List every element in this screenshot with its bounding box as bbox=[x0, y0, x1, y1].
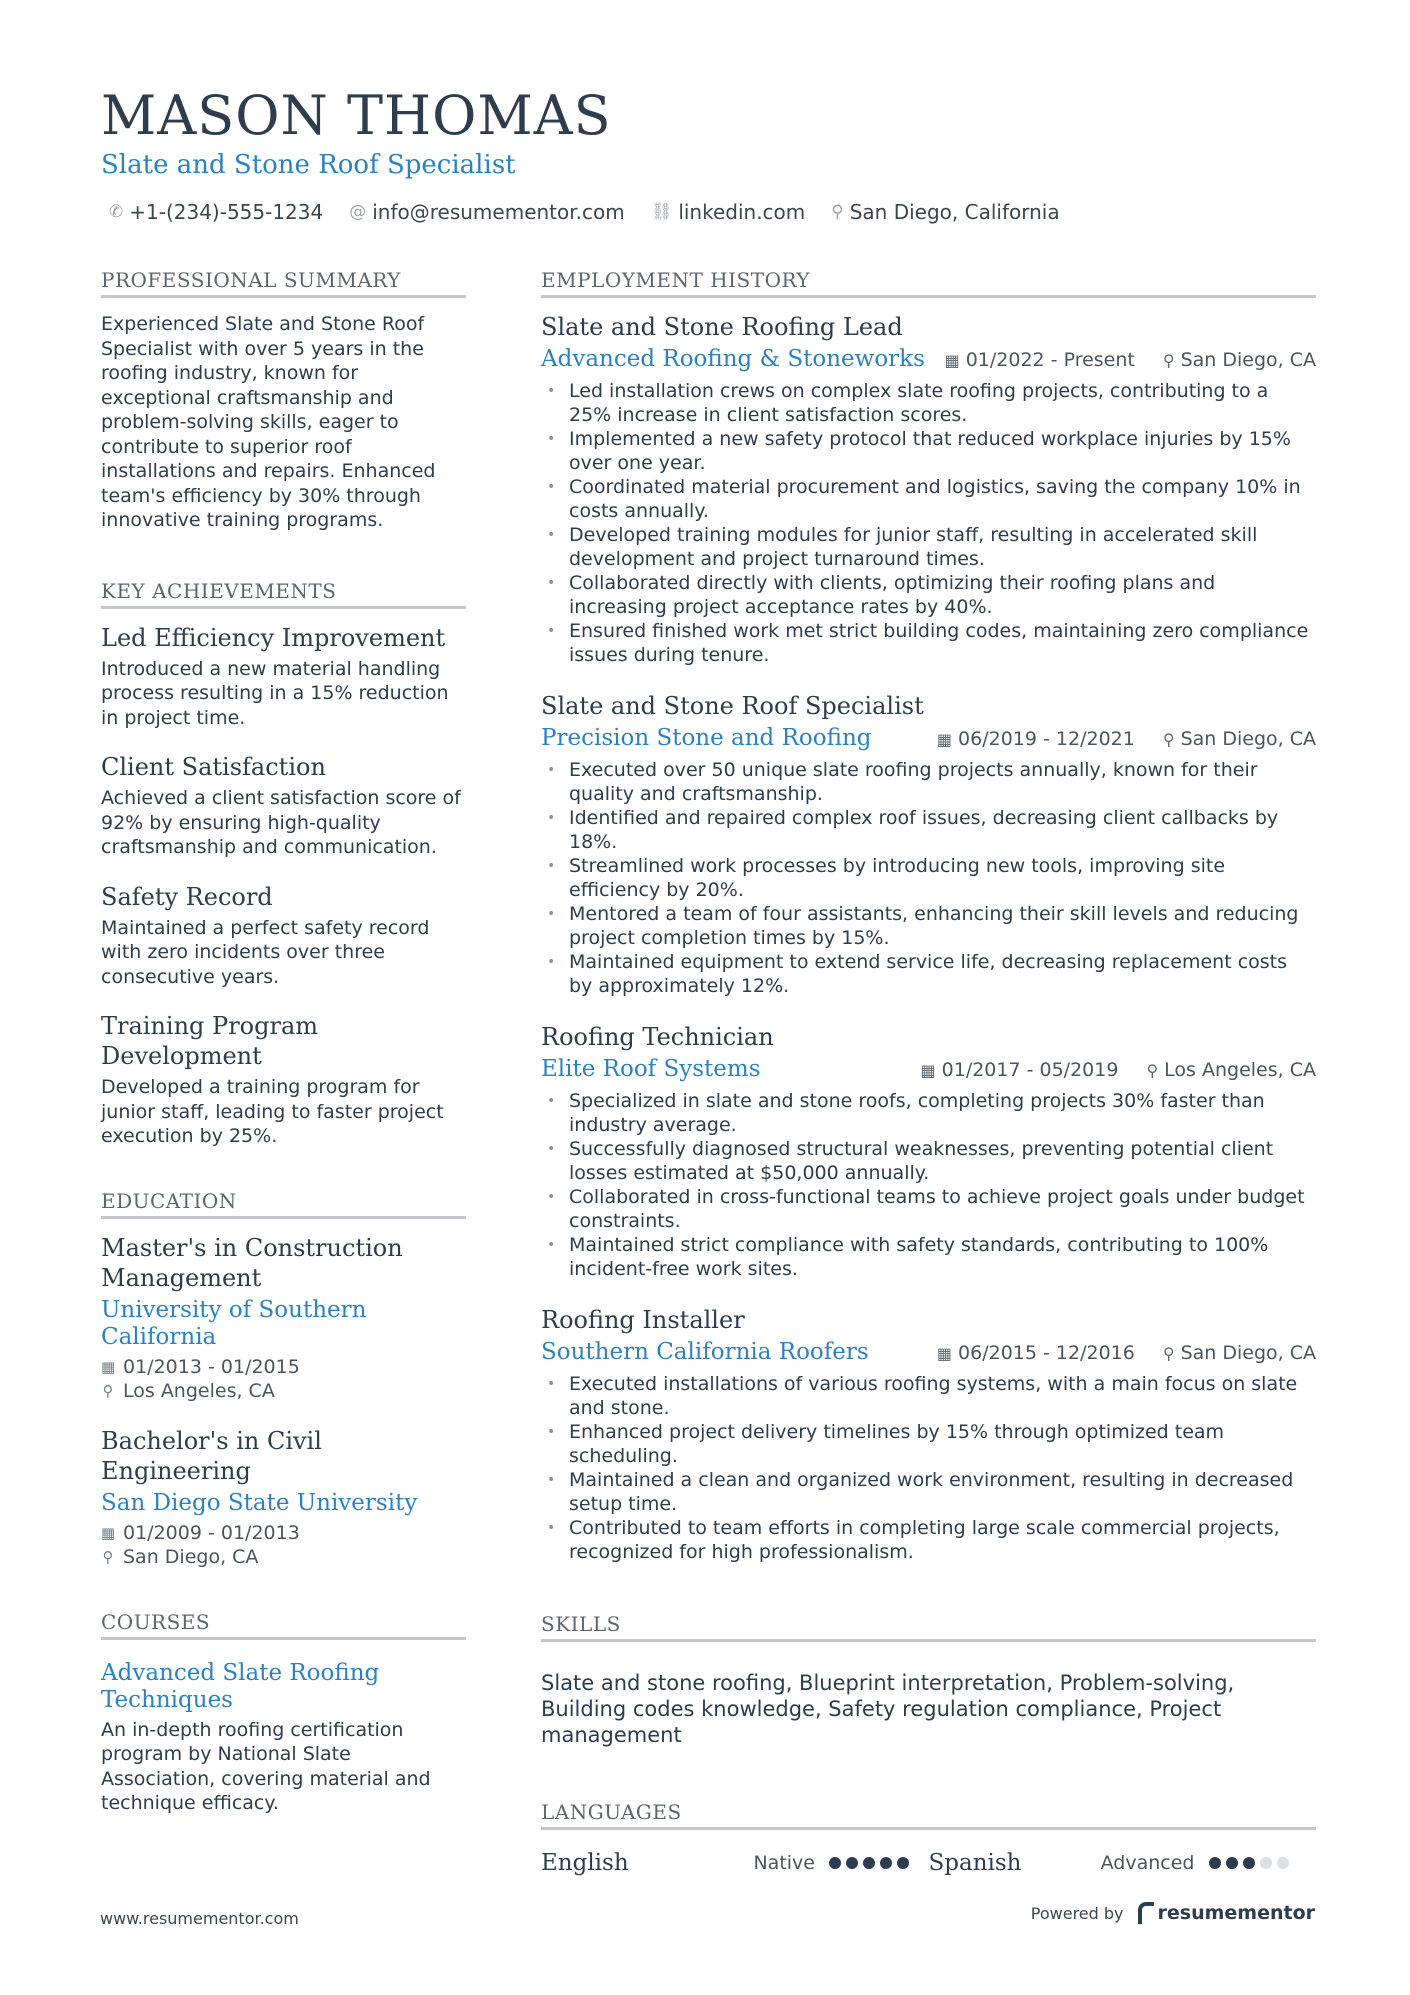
job-bullet: • Mentored a team of four assistants, enhancing their skill levels and reducing project completion times by 15%. bbox=[541, 902, 1316, 950]
achievement-title: Safety Record bbox=[101, 882, 273, 911]
achievement-title: Led Efficiency Improvement bbox=[101, 623, 446, 652]
brand-name: resumementor bbox=[1157, 1902, 1315, 1924]
job-company: Precision Stone and Roofing bbox=[541, 725, 872, 751]
job-bullet: • Identified and repaired complex roof issues, decreasing client callbacks by 18%. bbox=[541, 806, 1316, 854]
proficiency-dot-filled bbox=[1209, 1857, 1221, 1869]
job-bullet: • Streamlined work processes by introducing new tools, improving site efficiency by 20%. bbox=[541, 854, 1316, 902]
achievement-item bbox=[101, 1011, 466, 1149]
achievement-text: Achieved a client satisfaction score of 92% by ensuring high-quality craftsmanship and communication. bbox=[101, 787, 461, 858]
education-dates bbox=[101, 1521, 466, 1546]
language-item bbox=[541, 1850, 929, 1876]
education-item bbox=[101, 1426, 466, 1570]
job-location bbox=[1146, 1059, 1316, 1081]
education-location bbox=[101, 1379, 466, 1404]
job-bullet: • Contributed to team efforts in completing large scale commercial projects, recognized for high professionalism. bbox=[541, 1516, 1316, 1564]
job-location bbox=[1163, 1342, 1316, 1364]
job-bullet: • Ensured finished work met strict building codes, maintaining zero compliance issues during tenure. bbox=[541, 619, 1316, 667]
proficiency-dot-filled bbox=[846, 1857, 858, 1869]
proficiency-dot-filled bbox=[880, 1857, 892, 1869]
link-icon: ⛓ bbox=[650, 202, 673, 222]
job-header bbox=[541, 1056, 1316, 1083]
candidate-headline: Slate and Stone Roof Specialist bbox=[101, 150, 516, 180]
job-item bbox=[541, 691, 1316, 998]
job-dates bbox=[945, 349, 1135, 371]
contact-email[interactable] bbox=[349, 200, 624, 224]
education-location bbox=[101, 1545, 466, 1570]
course-item bbox=[101, 1660, 466, 1816]
calendar-icon: ▦ bbox=[944, 350, 960, 370]
proficiency-dot-filled bbox=[863, 1857, 875, 1869]
achievement-item bbox=[101, 623, 466, 731]
left-column bbox=[101, 268, 466, 1816]
achievement-text: Maintained a perfect safety record with zero incidents over three consecutive years. bbox=[101, 916, 430, 988]
job-dates bbox=[937, 728, 1135, 750]
job-title: Slate and Stone Roofing Lead bbox=[541, 313, 903, 341]
phone-icon: ✆ bbox=[109, 202, 124, 222]
job-dates-text: 06/2019 - 12/2021 bbox=[958, 727, 1135, 750]
education-location-text: San Diego, CA bbox=[123, 1546, 259, 1568]
job-company: Advanced Roofing & Stoneworks bbox=[541, 346, 925, 372]
skills-heading: SKILLS bbox=[541, 1612, 1316, 1642]
location-icon: ⚲ bbox=[102, 1548, 114, 1566]
job-bullet: • Maintained equipment to extend service life, decreasing replacement costs by approximately 12%. bbox=[541, 950, 1316, 998]
proficiency-dot-filled bbox=[1243, 1857, 1255, 1869]
education-school: San Diego State University bbox=[101, 1489, 418, 1516]
education-school: University of Southern California bbox=[101, 1296, 367, 1350]
languages-heading: LANGUAGES bbox=[541, 1800, 1316, 1830]
course-name: Advanced Slate Roofing Techniques bbox=[101, 1659, 380, 1713]
achievement-text: Developed a training program for junior staff, leading to faster project execution by 25%. bbox=[101, 1076, 444, 1147]
proficiency-dot-filled bbox=[897, 1857, 909, 1869]
achievement-item bbox=[101, 752, 466, 860]
language-dots bbox=[1209, 1857, 1289, 1869]
job-item bbox=[541, 312, 1316, 667]
calendar-icon: ▦ bbox=[920, 1060, 936, 1080]
contact-phone bbox=[109, 200, 323, 224]
job-bullet: • Developed training modules for junior staff, resulting in accelerated skill development and project turnaround times. bbox=[541, 523, 1316, 571]
achievement-title: Training Program Development bbox=[101, 1012, 319, 1070]
job-bullets bbox=[541, 1089, 1316, 1281]
job-location-text: Los Angeles, CA bbox=[1164, 1058, 1316, 1081]
language-level: Native bbox=[753, 1852, 815, 1874]
languages-list bbox=[541, 1850, 1316, 1876]
job-dates-text: 01/2022 - Present bbox=[965, 348, 1135, 371]
achievement-text: Introduced a new material handling process resulting in a 15% reduction in project time. bbox=[101, 657, 449, 729]
brand-logo-icon bbox=[1138, 1902, 1154, 1924]
proficiency-dot-filled bbox=[829, 1857, 841, 1869]
calendar-icon: ▦ bbox=[101, 1357, 116, 1376]
education-dates-text: 01/2009 - 01/2013 bbox=[123, 1521, 300, 1544]
job-bullet: • Collaborated in cross-functional teams to achieve project goals under budget constraints. bbox=[541, 1185, 1316, 1233]
brand-logo[interactable] bbox=[1138, 1902, 1316, 1924]
job-bullet: • Implemented a new safety protocol that reduced workplace injuries by 15% over one year. bbox=[541, 427, 1316, 475]
education-dates bbox=[101, 1355, 466, 1380]
job-item bbox=[541, 1022, 1316, 1281]
summary-heading: PROFESSIONAL SUMMARY bbox=[101, 268, 466, 298]
language-name: English bbox=[541, 1850, 629, 1876]
job-bullets bbox=[541, 1372, 1316, 1564]
job-bullet: • Maintained strict compliance with safety standards, contributing to 100% incident-free work sites. bbox=[541, 1233, 1316, 1281]
job-bullets bbox=[541, 379, 1316, 667]
job-meta bbox=[937, 728, 1316, 750]
location-icon: ⚲ bbox=[831, 202, 844, 222]
contact-email-text[interactable]: info@resumementor.com bbox=[372, 200, 625, 224]
job-item bbox=[541, 1305, 1316, 1564]
job-location bbox=[1163, 728, 1316, 750]
contact-linkedin-text[interactable]: linkedin.com bbox=[678, 200, 806, 224]
contact-location bbox=[831, 200, 1059, 224]
employment-heading: EMPLOYMENT HISTORY bbox=[541, 268, 1316, 298]
job-location-text: San Diego, CA bbox=[1180, 348, 1316, 371]
job-title: Roofing Technician bbox=[541, 1023, 774, 1051]
job-dates-text: 01/2017 - 05/2019 bbox=[941, 1058, 1119, 1081]
job-header bbox=[541, 1339, 1316, 1366]
location-icon: ⚲ bbox=[1146, 1060, 1159, 1080]
contact-bar bbox=[109, 200, 1060, 224]
job-location bbox=[1163, 349, 1316, 371]
language-level: Advanced bbox=[1100, 1852, 1195, 1874]
job-meta bbox=[945, 349, 1316, 371]
contact-phone-text: +1-(234)-555-1234 bbox=[129, 200, 324, 224]
job-bullet: • Executed over 50 unique slate roofing projects annually, known for their quality and craftsmanship. bbox=[541, 758, 1316, 806]
language-dots bbox=[829, 1857, 909, 1869]
education-item bbox=[101, 1233, 466, 1404]
language-item bbox=[929, 1850, 1317, 1876]
education-location-text: Los Angeles, CA bbox=[123, 1380, 275, 1402]
calendar-icon: ▦ bbox=[936, 729, 953, 749]
job-title: Slate and Stone Roof Specialist bbox=[541, 692, 924, 720]
achievements-heading: KEY ACHIEVEMENTS bbox=[101, 579, 466, 609]
courses-heading: COURSES bbox=[101, 1610, 466, 1640]
location-icon: ⚲ bbox=[1162, 350, 1175, 370]
job-location-text: San Diego, CA bbox=[1180, 1341, 1316, 1364]
job-company: Southern California Roofers bbox=[541, 1339, 869, 1365]
education-degree: Master's in Construction Management bbox=[101, 1233, 403, 1292]
job-bullet: • Executed installations of various roofing systems, with a main focus on slate and stone. bbox=[541, 1372, 1316, 1420]
job-bullet: • Successfully diagnosed structural weaknesses, preventing potential client losses estimated at $50,000 annually. bbox=[541, 1137, 1316, 1185]
calendar-icon: ▦ bbox=[936, 1343, 953, 1363]
location-icon: ⚲ bbox=[1162, 1343, 1175, 1363]
contact-linkedin[interactable] bbox=[651, 200, 806, 224]
education-heading: EDUCATION bbox=[101, 1189, 466, 1219]
job-header bbox=[541, 346, 1316, 373]
job-meta bbox=[921, 1059, 1316, 1081]
proficiency-dot-empty bbox=[1260, 1857, 1272, 1869]
job-company: Elite Roof Systems bbox=[541, 1056, 761, 1082]
proficiency-dot-filled bbox=[1226, 1857, 1238, 1869]
job-title: Roofing Installer bbox=[541, 1306, 745, 1334]
job-meta bbox=[937, 1342, 1316, 1364]
job-bullet: • Led installation crews on complex slate roofing projects, contributing to a 25% increase in client satisfaction scores. bbox=[541, 379, 1316, 427]
job-bullets bbox=[541, 758, 1316, 998]
footer-website[interactable]: www.resumementor.com bbox=[100, 1909, 299, 1928]
course-text: An in-depth roofing certification program by National Slate Association, covering material and technique efficacy. bbox=[101, 1718, 431, 1814]
education-degree: Bachelor's in Civil Engineering bbox=[101, 1426, 322, 1485]
summary-text: Experienced Slate and Stone Roof Specialist with over 5 years in the roofing industry, known for exceptional craftsmanship and problem-solving skills, eager to contribute to superior roof installations and repairs. Enhanced team's efficiency by 30% through innovative training programs. bbox=[101, 313, 436, 531]
job-bullet: • Coordinated material procurement and logistics, saving the company 10% in costs annually. bbox=[541, 475, 1316, 523]
achievement-title: Client Satisfaction bbox=[101, 753, 326, 781]
email-icon: @ bbox=[349, 202, 367, 222]
job-bullet: • Collaborated directly with clients, optimizing their roofing plans and increasing project acceptance rates by 40%. bbox=[541, 571, 1316, 619]
job-bullet: • Maintained a clean and organized work environment, resulting in decreased setup time. bbox=[541, 1468, 1316, 1516]
achievement-item bbox=[101, 882, 466, 990]
job-header bbox=[541, 725, 1316, 752]
skills-text: Slate and stone roofing, Blueprint interpretation, Problem-solving, Building codes knowledge, Safety regulation compliance, Project management bbox=[541, 1671, 1235, 1747]
education-dates-text: 01/2013 - 01/2015 bbox=[123, 1355, 300, 1378]
footer-branding bbox=[1031, 1902, 1315, 1924]
location-icon: ⚲ bbox=[102, 1382, 114, 1400]
right-column bbox=[541, 268, 1316, 1876]
job-dates-text: 06/2015 - 12/2016 bbox=[958, 1341, 1135, 1364]
contact-location-text: San Diego, California bbox=[849, 200, 1060, 224]
proficiency-dot-empty bbox=[1277, 1857, 1289, 1869]
job-location-text: San Diego, CA bbox=[1180, 727, 1316, 750]
job-dates bbox=[921, 1059, 1119, 1081]
powered-by-label: Powered by bbox=[1030, 1903, 1124, 1923]
calendar-icon: ▦ bbox=[101, 1523, 116, 1542]
job-bullet: • Specialized in slate and stone roofs, completing projects 30% faster than industry average. bbox=[541, 1089, 1316, 1137]
language-name: Spanish bbox=[928, 1850, 1022, 1876]
job-bullet: • Enhanced project delivery timelines by 15% through optimized team scheduling. bbox=[541, 1420, 1316, 1468]
job-dates bbox=[937, 1342, 1135, 1364]
location-icon: ⚲ bbox=[1162, 729, 1175, 749]
candidate-name: MASON THOMAS bbox=[101, 84, 612, 147]
